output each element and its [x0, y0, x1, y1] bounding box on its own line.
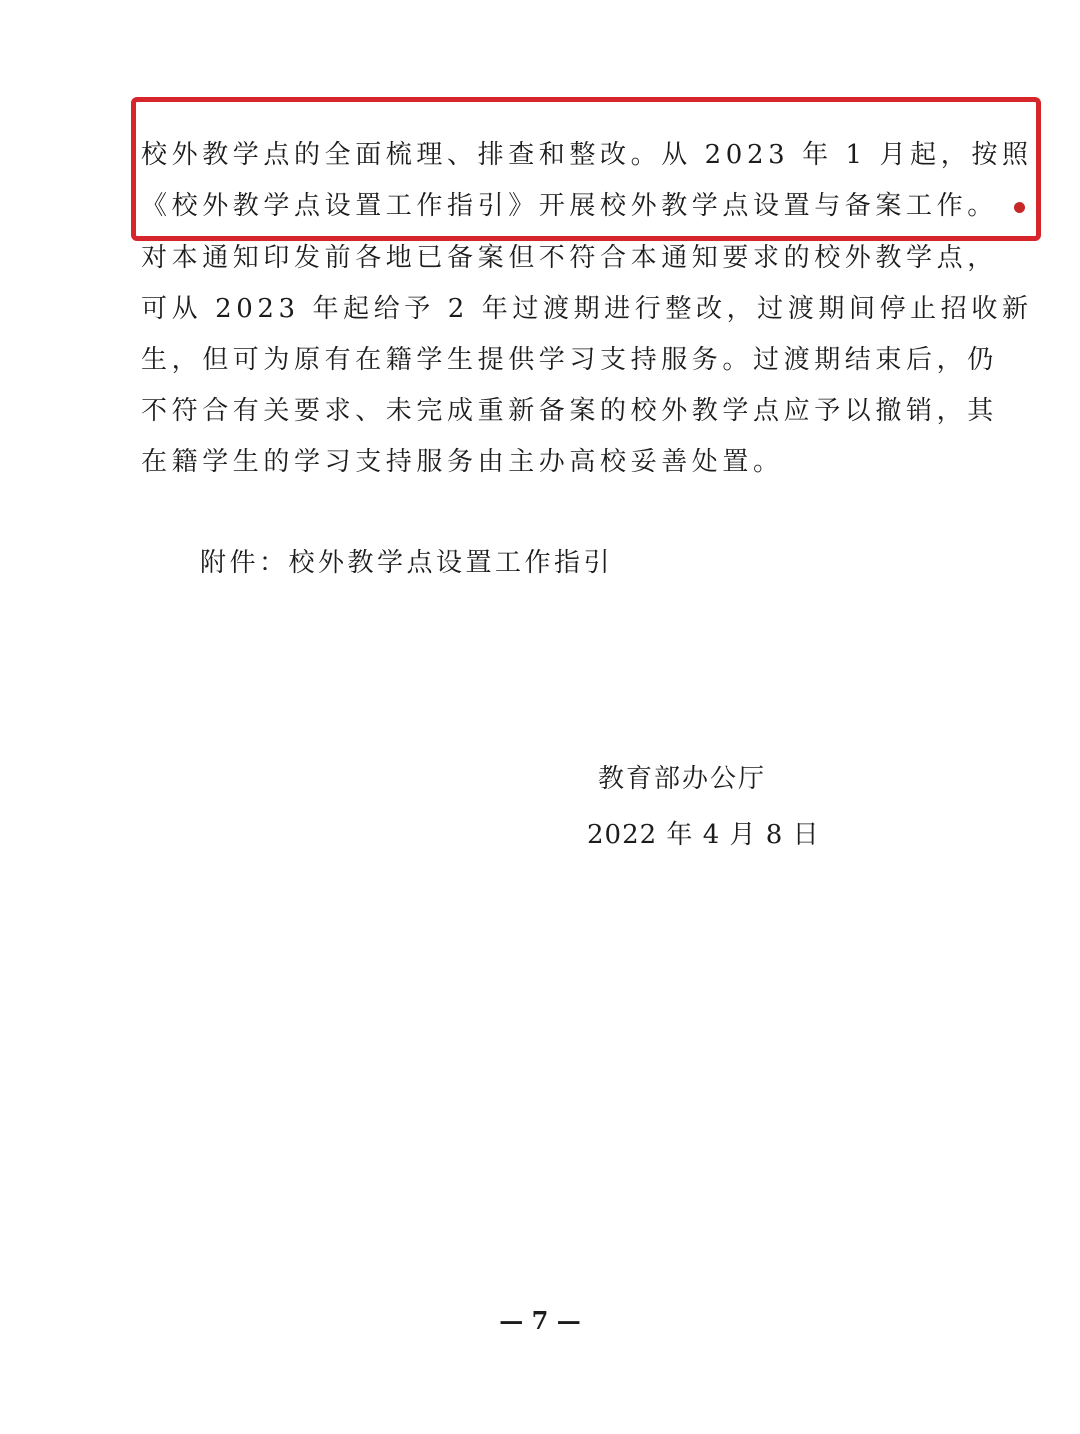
- red-dot-marker: [1014, 202, 1025, 213]
- signature-date: 2022 年 4 月 8 日: [587, 820, 820, 850]
- attachment-line: 附件：校外教学点设置工作指引: [200, 548, 614, 578]
- body-text-line: 在籍学生的学习支持服务由主办高校妥善处置。: [141, 447, 784, 477]
- body-text-line: 对本通知印发前各地已备案但不符合本通知要求的校外教学点，: [141, 243, 998, 273]
- signature-organization: 教育部办公厅: [598, 764, 767, 794]
- page-number: — 7 —: [499, 1306, 581, 1335]
- highlighted-text-line: 《校外教学点设置工作指引》开展校外教学点设置与备案工作。: [141, 191, 998, 221]
- body-text-line: 不符合有关要求、未完成重新备案的校外教学点应予以撤销，其: [141, 396, 998, 426]
- highlighted-text-line: 校外教学点的全面梳理、排查和整改。从 2023 年 1 月起，按照: [141, 140, 1033, 170]
- body-text-line: 可从 2023 年起给予 2 年过渡期进行整改，过渡期间停止招收新: [141, 294, 1033, 324]
- red-highlight-box: [131, 97, 1041, 241]
- body-text-line: 生，但可为原有在籍学生提供学习支持服务。过渡期结束后，仍: [141, 345, 998, 375]
